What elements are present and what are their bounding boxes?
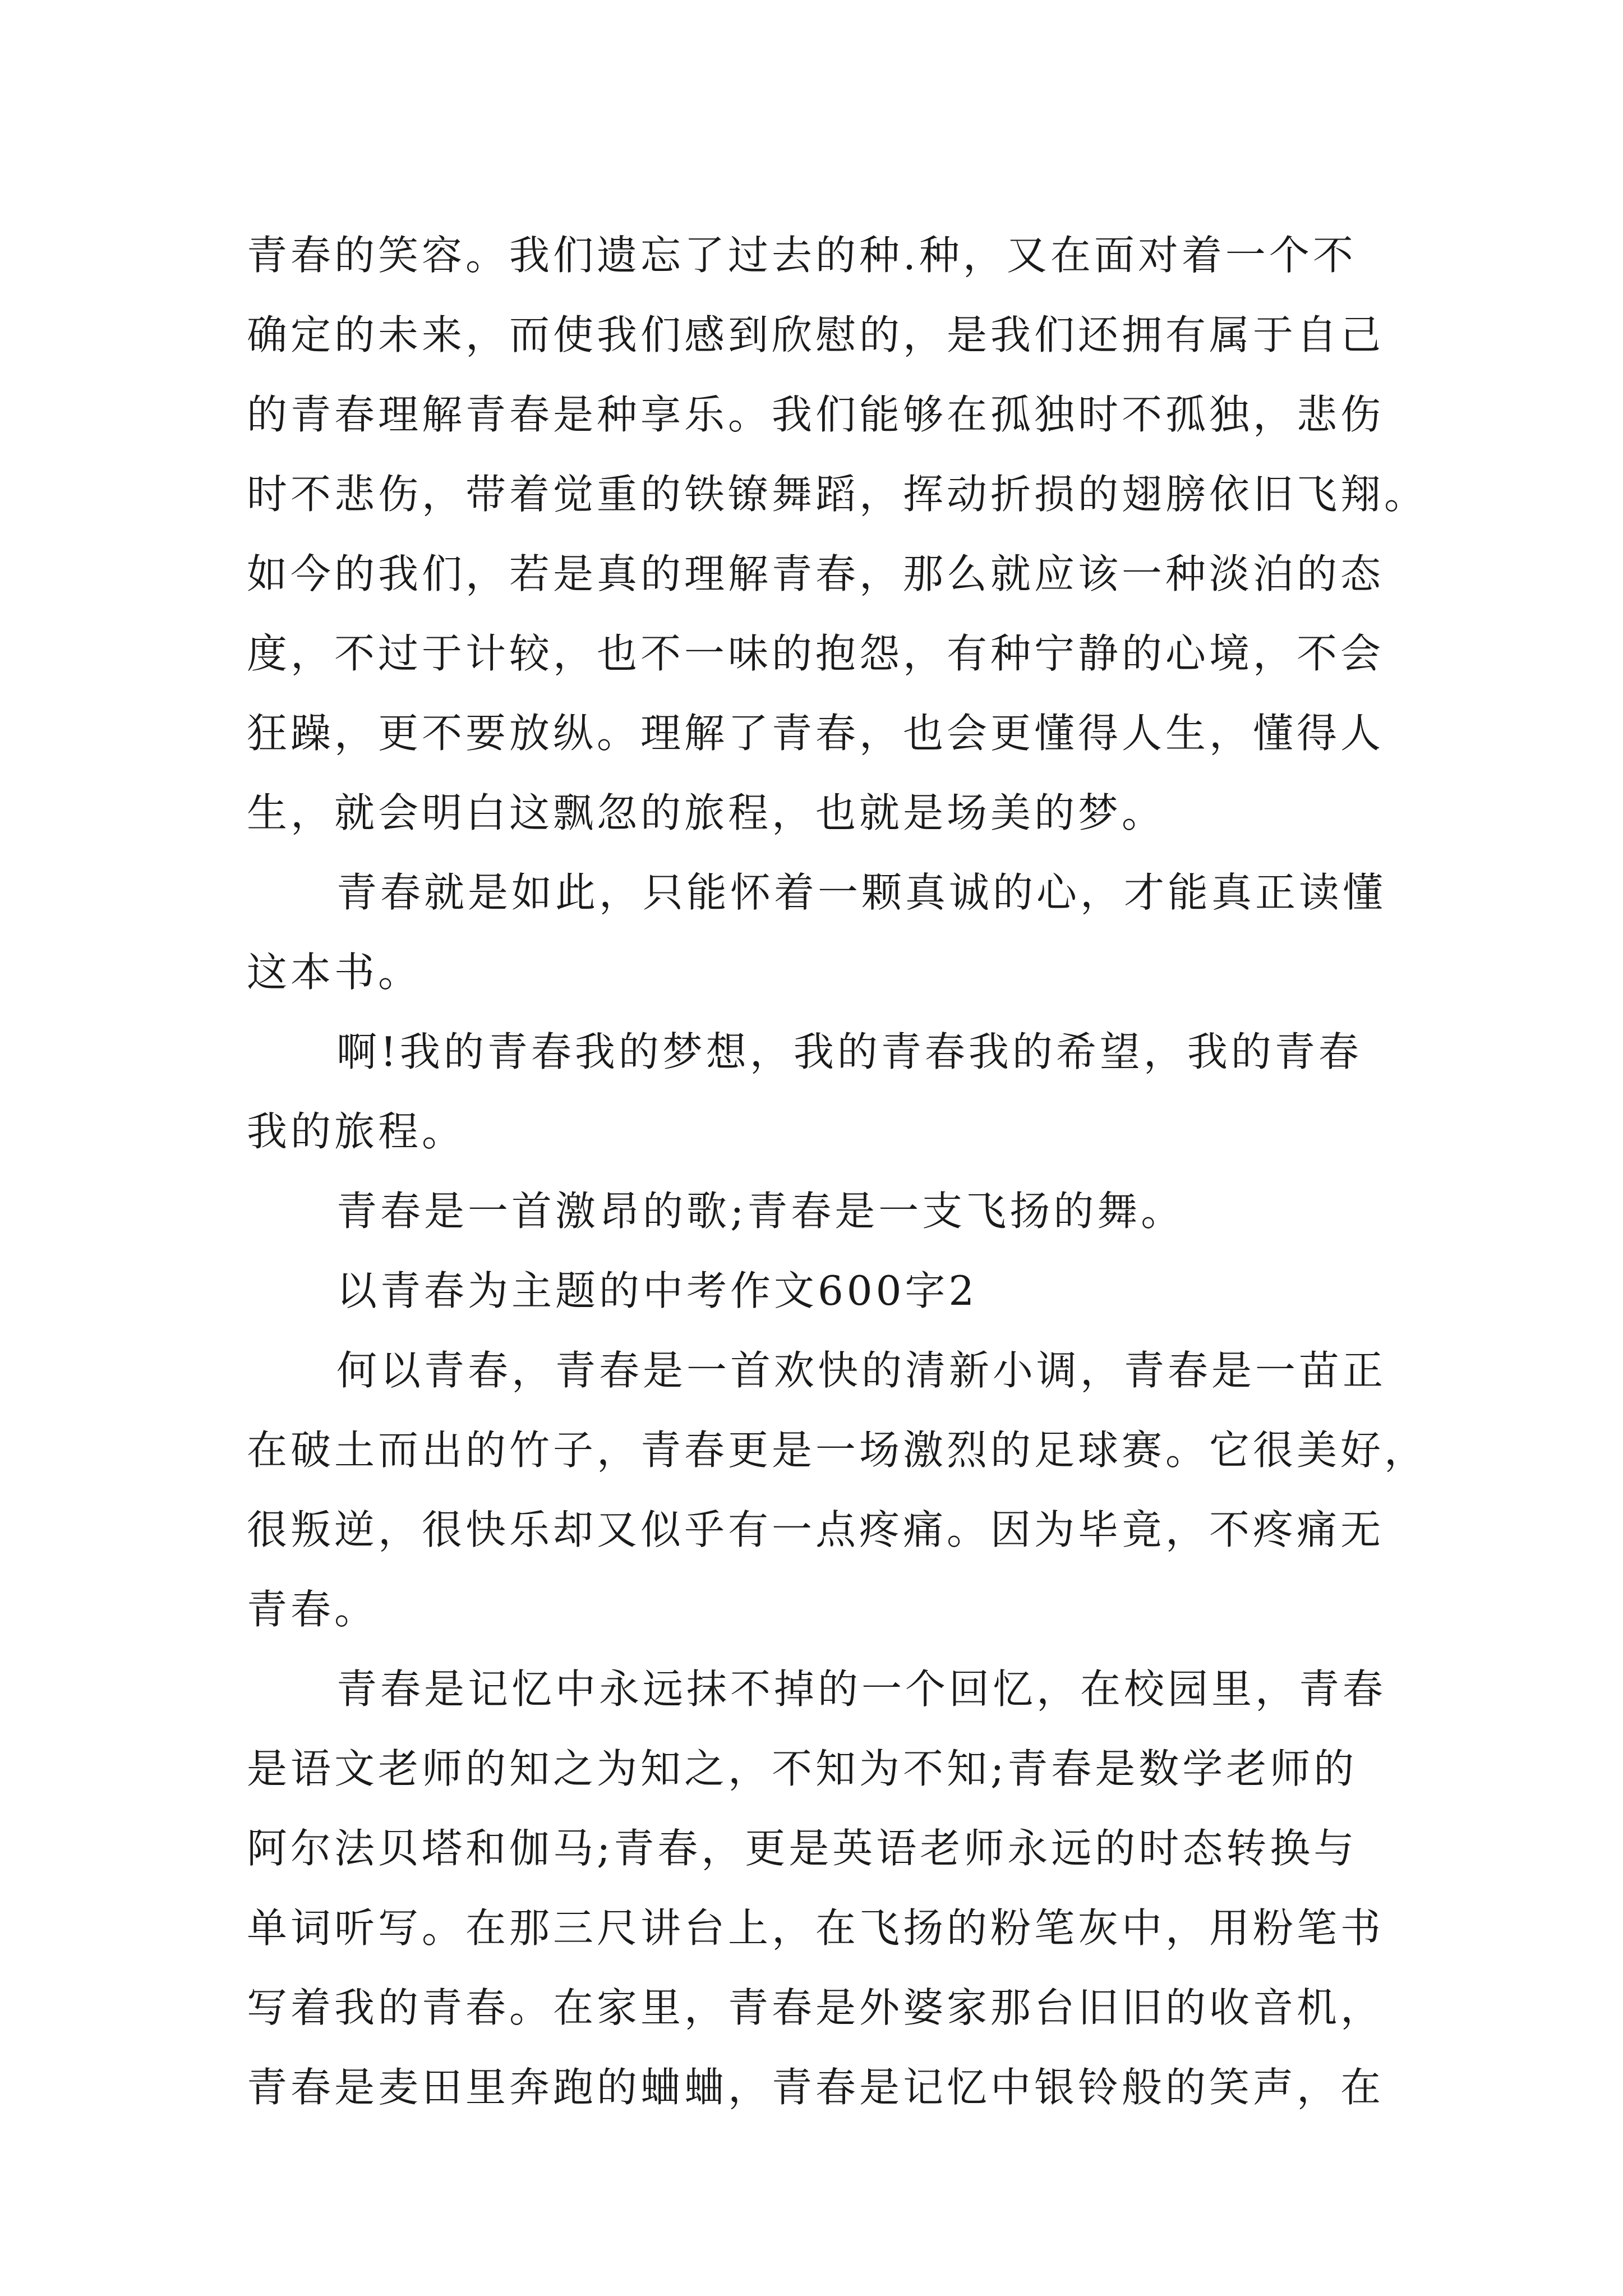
text-line: 阿尔法贝塔和伽马;青春，更是英语老师永远的时态转换与	[247, 1825, 1358, 1872]
text-line: 青春是麦田里奔跑的蛐蛐，青春是记忆中银铃般的笑声，在	[247, 2064, 1385, 2111]
text-line: 是语文老师的知之为知之，不知为不知;青春是数学老师的	[247, 1745, 1358, 1792]
text-line: 的青春理解青春是种享乐。我们能够在孤独时不孤独，悲伤	[247, 391, 1385, 438]
text-line: 时不悲伤，带着觉重的铁镣舞蹈，挥动折损的翅膀依旧飞翔。	[247, 471, 1428, 518]
text-line: 以青春为主题的中考作文600字2	[336, 1267, 978, 1314]
text-line: 如今的我们，若是真的理解青春，那么就应该一种淡泊的态	[247, 550, 1385, 597]
text-line: 生，就会明白这飘忽的旅程，也就是场美的梦。	[247, 789, 1166, 836]
text-line: 度，不过于计较，也不一味的抱怨，有种宁静的心境，不会	[247, 630, 1385, 677]
text-line: 这本书。	[247, 949, 422, 996]
text-line: 单词听写。在那三尺讲台上，在飞扬的粉笔灰中，用粉笔书	[247, 1904, 1385, 1952]
text-line: 青春。	[247, 1586, 379, 1633]
text-line: 青春的笑容。我们遗忘了过去的种.种，又在面对着一个不	[247, 232, 1357, 279]
text-line: 确定的未来，而使我们感到欣慰的，是我们还拥有属于自己	[247, 311, 1385, 358]
text-line: 狂躁，更不要放纵。理解了青春，也会更懂得人生，懂得人	[247, 710, 1385, 757]
text-line: 很叛逆，很快乐却又似乎有一点疼痛。因为毕竟，不疼痛无	[247, 1506, 1385, 1553]
text-line: 青春是一首激昂的歌;青春是一支飞扬的舞。	[336, 1188, 1185, 1235]
text-line: 啊!我的青春我的梦想，我的青春我的希望，我的青春	[336, 1028, 1362, 1075]
text-line: 青春是记忆中永远抹不掉的一个回忆，在校园里，青春	[336, 1665, 1387, 1713]
text-line: 何以青春，青春是一首欢快的清新小调，青春是一苗正	[336, 1347, 1387, 1394]
text-line: 青春就是如此，只能怀着一颗真诚的心，才能真正读懂	[336, 869, 1387, 916]
text-line: 我的旅程。	[247, 1108, 466, 1155]
text-line: 在破土而出的竹子，青春更是一场激烈的足球赛。它很美好，	[247, 1427, 1428, 1474]
text-line: 写着我的青春。在家里，青春是外婆家那台旧旧的收音机，	[247, 1984, 1385, 2031]
